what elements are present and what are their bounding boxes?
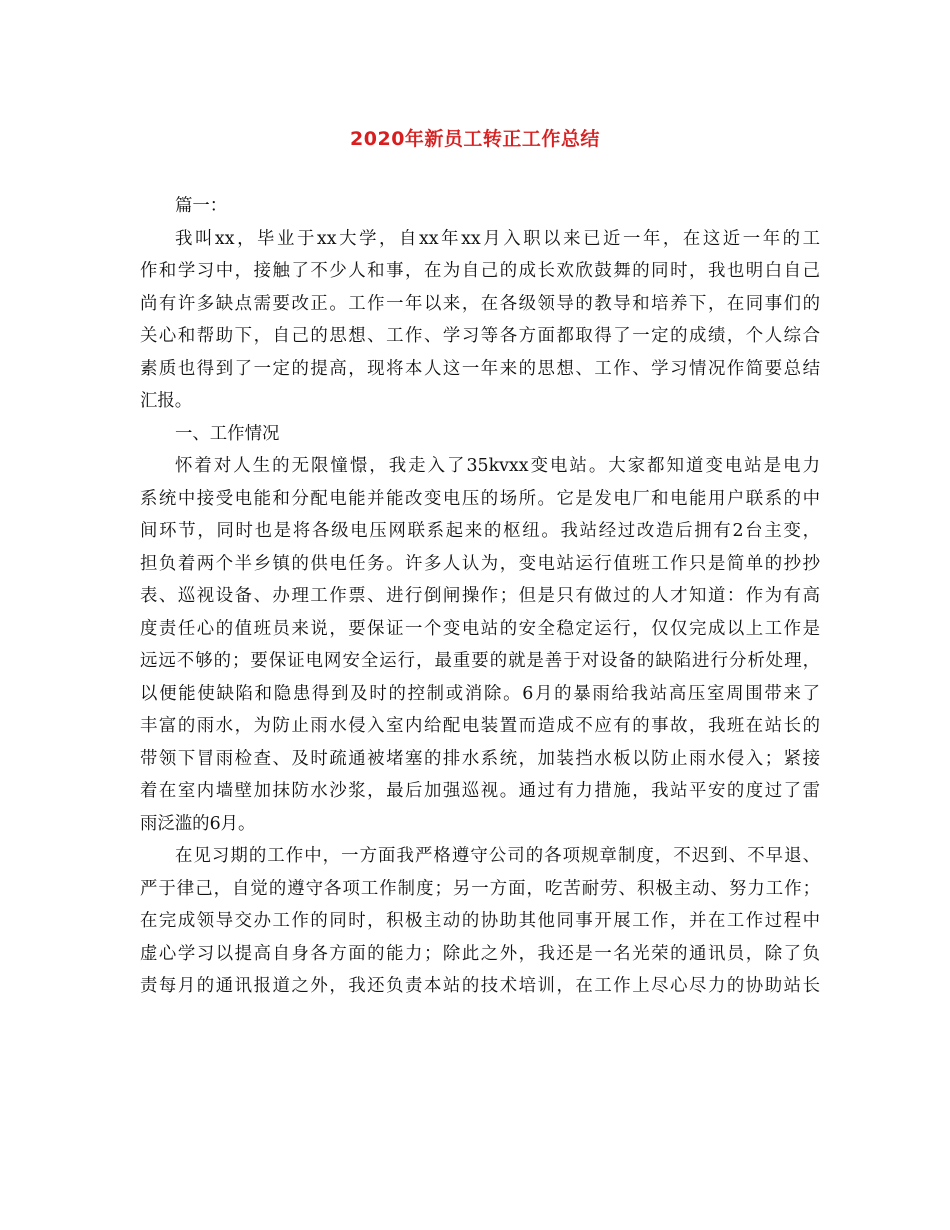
paragraph-line: 汇报。 xyxy=(140,391,193,411)
paragraph-line: 在完成领导交办工作的同时，积极主动的协助其他同事开展工作，并在工作过程中 xyxy=(140,911,820,931)
paragraph-line: 度责任心的值班员来说，要保证一个变电站的安全稳定运行，仅仅完成以上工作是 xyxy=(140,618,820,639)
document-body xyxy=(140,190,820,1003)
paragraph-line: 系统中接受电能和分配电能并能改变电压的场所。它是发电厂和电能用户联系的中 xyxy=(140,488,820,509)
paragraph-line: 以便能使缺陷和隐患得到及时的控制或消除。6月的暴雨给我站高压室周围带来了 xyxy=(140,683,820,704)
paragraph-line: 着在室内墙壁加抹防水沙浆，最后加强巡视。通过有力措施，我站平安的度过了雷 xyxy=(140,781,820,801)
paragraph-line: 丰富的雨水，为防止雨水侵入室内给配电装置而造成不应有的事故，我班在站长的 xyxy=(140,716,820,736)
paragraph-line: 在见习期的工作中，一方面我严格遵守公司的各项规章制度，不迟到、不早退、 xyxy=(175,846,820,866)
paragraph-line: 责每月的通讯报道之外，我还负责本站的技术培训，在工作上尽心尽力的协助站长 xyxy=(140,976,820,996)
section-label: 篇一： xyxy=(175,196,228,216)
paragraph-line: 严于律己，自觉的遵守各项工作制度；另一方面，吃苦耐劳、积极主动、努力工作； xyxy=(140,878,820,899)
paragraph-line: 尚有许多缺点需要改正。工作一年以来，在各级领导的教导和培养下，在同事们的 xyxy=(140,293,820,314)
document-title: 2020年新员工转正工作总结 xyxy=(350,128,600,150)
paragraph-line: 担负着两个半乡镇的供电任务。许多人认为，变电站运行值班工作只是简单的抄抄 xyxy=(140,553,820,574)
paragraph-line: 素质也得到了一定的提高，现将本人这一年来的思想、工作、学习情况作简要总结 xyxy=(140,358,820,379)
paragraph-line: 怀着对人生的无限憧憬，我走入了35kvxx变电站。大家都知道变电站是电力 xyxy=(175,456,820,476)
paragraph-line: 带领下冒雨检查、及时疏通被堵塞的排水系统，加装挡水板以防止雨水侵入；紧接 xyxy=(140,748,820,769)
paragraph-line: 作和学习中，接触了不少人和事，在为自己的成长欢欣鼓舞的同时，我也明白自己 xyxy=(140,261,820,281)
section-heading: 一、工作情况 xyxy=(175,423,280,444)
paragraph-line: 虚心学习以提高自身各方面的能力；除此之外，我还是一名光荣的通讯员，除了负 xyxy=(140,943,820,964)
paragraph-line: 雨泛滥的6月。 xyxy=(140,813,256,834)
paragraph-line: 我叫xx，毕业于xx大学，自xx年xx月入职以来已近一年，在这近一年的工 xyxy=(175,228,820,249)
paragraph-line: 关心和帮助下，自己的思想、工作、学习等各方面都取得了一定的成绩，个人综合 xyxy=(140,326,820,346)
paragraph-line: 间环节，同时也是将各级电压网联系起来的枢纽。我站经过改造后拥有2台主变， xyxy=(140,521,820,541)
paragraph-line: 表、巡视设备、办理工作票、进行倒闸操作；但是只有做过的人才知道：作为有高 xyxy=(140,586,820,606)
paragraph-line: 远远不够的；要保证电网安全运行，最重要的就是善于对设备的缺陷进行分析处理， xyxy=(140,651,820,671)
